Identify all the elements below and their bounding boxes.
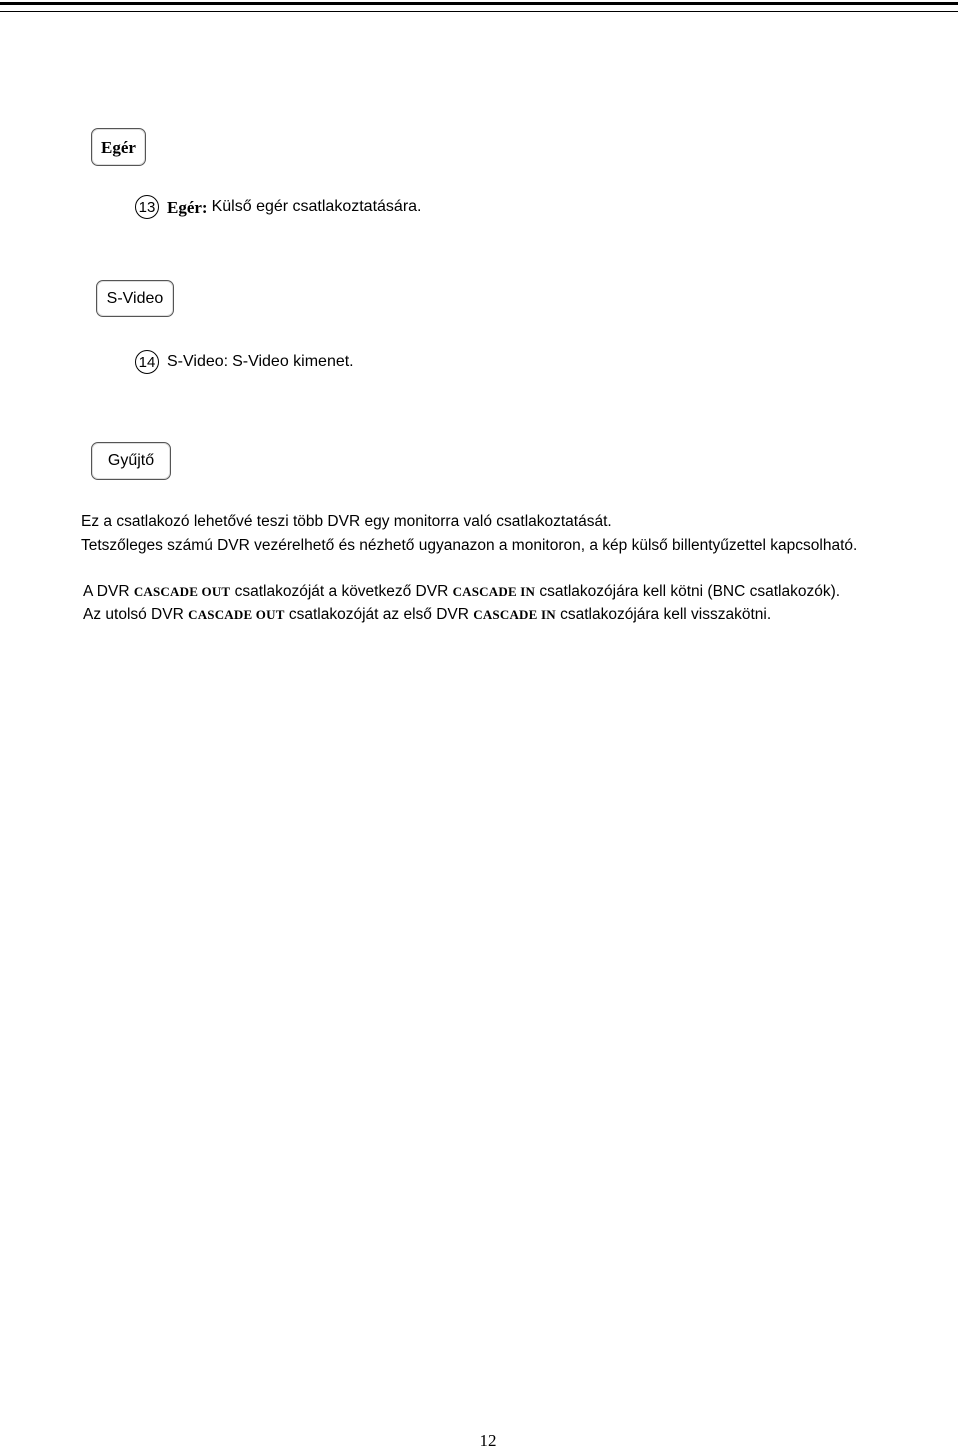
cascade-paragraph-line-3 bbox=[83, 580, 840, 604]
section-heading-svideo bbox=[96, 280, 174, 317]
text-run: csatlakozójára kell visszakötni. bbox=[555, 606, 772, 623]
section-heading-gyujto-label: Gyűjtő bbox=[107, 452, 155, 469]
item-title: Egér: bbox=[167, 197, 208, 217]
connector-item-mouse bbox=[135, 195, 421, 219]
cascade-out-label: CASCADE OUT bbox=[133, 584, 231, 599]
item-title: S-Video: bbox=[167, 353, 229, 370]
item-number-badge: 14 bbox=[135, 350, 159, 374]
section-heading-gyujto bbox=[91, 442, 171, 480]
item-description: Külső egér csatlakoztatására. bbox=[211, 198, 422, 215]
text-run: csatlakozóját az első DVR bbox=[284, 606, 474, 623]
cascade-in-label: CASCADE IN bbox=[452, 584, 536, 599]
text-run: Az utolsó DVR bbox=[83, 606, 189, 623]
connector-item-svideo bbox=[135, 350, 354, 374]
text-run: csatlakozóját a következő DVR bbox=[230, 583, 453, 600]
item-number-badge: 13 bbox=[135, 195, 159, 219]
text-run: A DVR bbox=[83, 583, 134, 600]
item-description: S-Video kimenet. bbox=[232, 353, 354, 370]
section-heading-eger-label: Egér bbox=[101, 137, 136, 157]
header-rule-thin bbox=[0, 11, 958, 12]
section-heading-eger bbox=[91, 128, 146, 166]
cascade-paragraph-line-4 bbox=[83, 603, 771, 627]
cascade-out-label: CASCADE OUT bbox=[188, 607, 285, 622]
cascade-paragraph-line-2: Tetszőleges számú DVR vezérelhető és nézhető ugyanazon a monitoron, a kép külső billentyűzettel kapcsolható. bbox=[81, 537, 858, 554]
page-number: 12 bbox=[479, 1431, 497, 1450]
header-rule-thick bbox=[0, 2, 958, 5]
text-run: csatlakozójára kell kötni (BNC csatlakozók). bbox=[535, 583, 841, 600]
cascade-in-label: CASCADE IN bbox=[473, 607, 556, 622]
section-heading-svideo-label: S-Video bbox=[106, 289, 164, 307]
cascade-paragraph-line-1: Ez a csatlakozó lehetővé teszi több DVR egy monitorra való csatlakoztatását. bbox=[81, 513, 612, 530]
